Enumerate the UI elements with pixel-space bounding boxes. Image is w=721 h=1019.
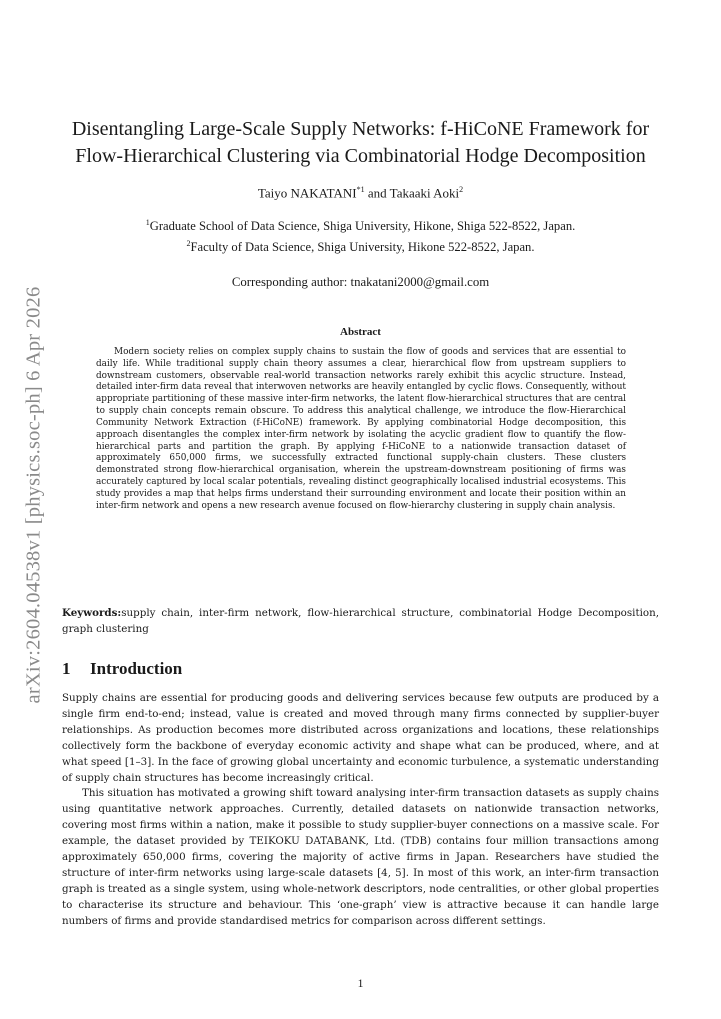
title-line-1: Disentangling Large-Scale Supply Networks: f-HiCoNE Framework for xyxy=(71,118,650,140)
author-1-name: Taiyo NAKATANI xyxy=(257,185,357,201)
affiliation-1-mark: 1 xyxy=(145,218,150,227)
affiliation-1-text: Graduate School of Data Science, Shiga University, Hikone, Shiga 522-8522, Japan. xyxy=(149,219,576,234)
author-2-name: Takaaki Aoki xyxy=(389,185,460,201)
keywords-text: supply chain, inter-firm network, flow-hierarchical structure, combinatorial Hodge Decomposition, graph clustering xyxy=(62,607,659,635)
arxiv-identifier: arXiv:2604.04538v1 [physics.soc-ph] 6 Apr 2026 xyxy=(22,286,45,704)
section-heading-introduction xyxy=(62,659,182,679)
author-1-mark: *1 xyxy=(356,185,365,194)
keywords xyxy=(62,605,659,637)
title-line-2: Flow-Hierarchical Clustering via Combinatorial Hodge Decomposition xyxy=(75,145,646,167)
author-2-mark: 2 xyxy=(459,185,464,194)
paper-title xyxy=(40,116,681,170)
affiliations xyxy=(40,214,681,256)
section-title: Introduction xyxy=(90,659,183,678)
abstract-heading: Abstract xyxy=(340,326,381,338)
intro-paragraph-1: Supply chains are essential for producing goods and delivering services because few outputs are produced by a single firm end-to-end; instead, value is created and moved through many firms connected by supplier-buyer relationships. As production becomes more distributed across organizations and locations, these relationships collectively form the backbone of everyday economic activity and shape what can be produced, where, and at what speed [1–3]. In the face of growing global uncertainty and economic turbulence, a systematic understanding of supply chain structures has become increasingly critical. xyxy=(62,692,659,784)
affiliation-2-text: Faculty of Data Science, Shiga University, Hikone 522-8522, Japan. xyxy=(190,240,535,255)
author-joiner: and xyxy=(364,185,390,201)
corresponding-author: Corresponding author: tnakatani2000@gmail.com xyxy=(231,275,490,289)
author-list xyxy=(40,182,681,201)
affiliation-2 xyxy=(40,235,681,256)
affiliation-1 xyxy=(40,214,681,235)
section-number: 1 xyxy=(62,659,71,678)
intro-paragraph-2: This situation has motivated a growing shift toward analysing inter-firm transaction datasets as supply chains using quantitative network approaches. Currently, detailed datasets on nationwide transaction networks, covering most firms within a nation, make it possible to study supplier-buyer connections on a massive scale. For example, the dataset provided by TEIKOKU DATABANK, Ltd. (TDB) contains four million transactions among approximately 650,000 firms, covering the majority of active firms in Japan. Researchers have studied the structure of inter-firm networks using large-scale datasets [4, 5]. In most of this work, an inter-firm transaction graph is treated as a single system, using whole-network descriptors, node centralities, or other global properties to characterise its structure and behaviour. This ‘one-graph’ view is attractive because it can handle large numbers of firms and provide standardised metrics for comparison across different settings. xyxy=(62,787,659,927)
affiliation-2-mark: 2 xyxy=(186,239,191,249)
introduction-body xyxy=(62,691,659,930)
page-number: 1 xyxy=(357,976,364,990)
abstract-text: Modern society relies on complex supply chains to sustain the flow of goods and services that are essential to daily life. While traditional supply chain theory assumes a clear, hierarchical flow from upstream suppliers to downstream customers, observable real-world transaction networks rarely exhibit this acyclic structure. Instead, detailed inter-firm data reveal that interwoven networks are heavily entangled by cyclic flows. Consequently, without appropriate partitioning of these massive inter-firm networks, the latent flow-hierarchical structures that are central to supply chain concepts remain obscure. To address this analytical challenge, we introduce the flow-Hierarchical Community Network Extraction (f-HiCoNE) framework. By applying combinatorial Hodge decomposition, this approach disentangles the complex inter-firm network by isolating the acyclic gradient flow to quantify the flow-hierarchical parts and partition the graph. By applying f-HiCoNE to a nationwide transaction dataset of approximately 650,000 firms, we successfully extracted functional supply-chain clusters. These clusters demonstrated strong flow-hierarchical organisation, wherein the upstream-downstream positioning of firms was accurately captured by local scalar potentials, revealing distinct geographically localised industrial ecosystems. This study provides a map that helps firms understand their surrounding environment and locate their position within an inter-firm network and opens a new research avenue focused on flow-hierarchy clustering in supply chain analysis. xyxy=(96,347,626,511)
keywords-label: Keywords: xyxy=(62,607,122,619)
